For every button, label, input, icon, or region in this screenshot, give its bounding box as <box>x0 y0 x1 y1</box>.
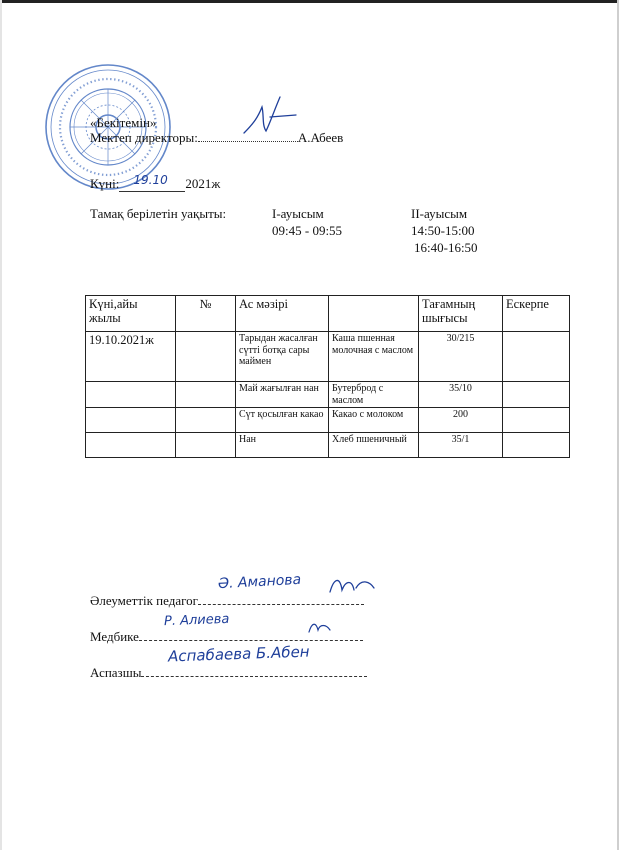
cell-number <box>176 382 236 408</box>
cell-note <box>503 332 570 382</box>
header-date: Күні,айы жылы <box>86 296 176 332</box>
cell-number <box>176 332 236 382</box>
table-header-row <box>86 296 570 332</box>
social-pedagogue-signature <box>326 572 378 600</box>
cell-menu-kz: Май жағылған нан <box>236 382 329 408</box>
table-row <box>86 382 570 408</box>
director-signature <box>240 93 300 141</box>
cell-menu-ru: Бутерброд с маслом <box>329 382 419 408</box>
table-row <box>86 408 570 433</box>
cell-yield: 30/215 <box>419 332 503 382</box>
cell-menu-kz: Тарыдан жасалған сүтті ботқа сары маймен <box>236 332 329 382</box>
cell-menu-kz: Сүт қосылған какао <box>236 408 329 433</box>
social-pedagogue-handwriting: Ә. Аманова <box>217 571 302 593</box>
cell-number <box>176 408 236 433</box>
shift2-time2: 16:40-16:50 <box>414 240 478 255</box>
table-row <box>86 332 570 382</box>
cell-menu-ru: Хлеб пшеничный <box>329 433 419 458</box>
table-row <box>86 433 570 458</box>
date-handwritten: 19.10 <box>133 173 168 187</box>
nurse-fill <box>139 640 363 641</box>
scan-top-edge <box>0 0 619 3</box>
shift2-time1: 14:50-15:00 <box>411 223 475 238</box>
nurse-label: Медбике <box>90 629 139 644</box>
schedule-label: Тамақ берілетін уақыты: <box>90 206 227 221</box>
header-number: № <box>176 296 236 332</box>
director-signature-line <box>198 141 298 142</box>
shift1-time: 09:45 - 09:55 <box>272 223 343 238</box>
cell-yield: 200 <box>419 408 503 433</box>
cook-fill <box>141 676 367 677</box>
cell-date: 19.10.2021ж <box>86 332 176 382</box>
date-year: 2021ж <box>185 176 221 191</box>
header-menu-kz: Ас мәзірі <box>236 296 329 332</box>
director-label: Мектеп директоры: <box>90 130 198 145</box>
nurse-handwriting: Р. Алиева <box>163 611 230 630</box>
director-name: А.Абеев <box>297 130 344 145</box>
cell-date <box>86 433 176 458</box>
date-line <box>90 173 221 192</box>
shift1-title: I-ауысым <box>272 206 324 221</box>
header-note: Ескерпе <box>503 296 570 332</box>
cook-line <box>90 665 367 680</box>
scan-left-edge <box>0 0 2 850</box>
cell-yield: 35/1 <box>419 433 503 458</box>
cell-date <box>86 408 176 433</box>
date-fill-line <box>119 173 185 192</box>
shift2-title: II-ауысым <box>411 206 468 221</box>
header-menu-ru <box>329 296 419 332</box>
cook-label: Аспазшы <box>90 665 142 680</box>
cell-date <box>86 382 176 408</box>
social-pedagogue-label: Әлеуметтік педагог <box>90 593 198 608</box>
cook-handwriting: Аспабаева Б.Абен <box>167 642 310 666</box>
social-pedagogue-fill <box>198 604 364 605</box>
cell-note <box>503 433 570 458</box>
date-label: Күні: <box>90 176 120 191</box>
cell-menu-ru: Какао с молоком <box>329 408 419 433</box>
cell-note <box>503 382 570 408</box>
menu-table <box>85 295 570 458</box>
approval-title: «Бекітемін» <box>90 115 157 130</box>
cell-note <box>503 408 570 433</box>
nurse-signature <box>306 618 334 636</box>
cell-yield: 35/10 <box>419 382 503 408</box>
social-pedagogue-line <box>90 593 364 608</box>
cell-menu-kz: Нан <box>236 433 329 458</box>
director-line <box>90 130 343 145</box>
cell-number <box>176 433 236 458</box>
cell-menu-ru: Каша пшенная молочная с маслом <box>329 332 419 382</box>
header-yield: Тағамның шығысы <box>419 296 503 332</box>
